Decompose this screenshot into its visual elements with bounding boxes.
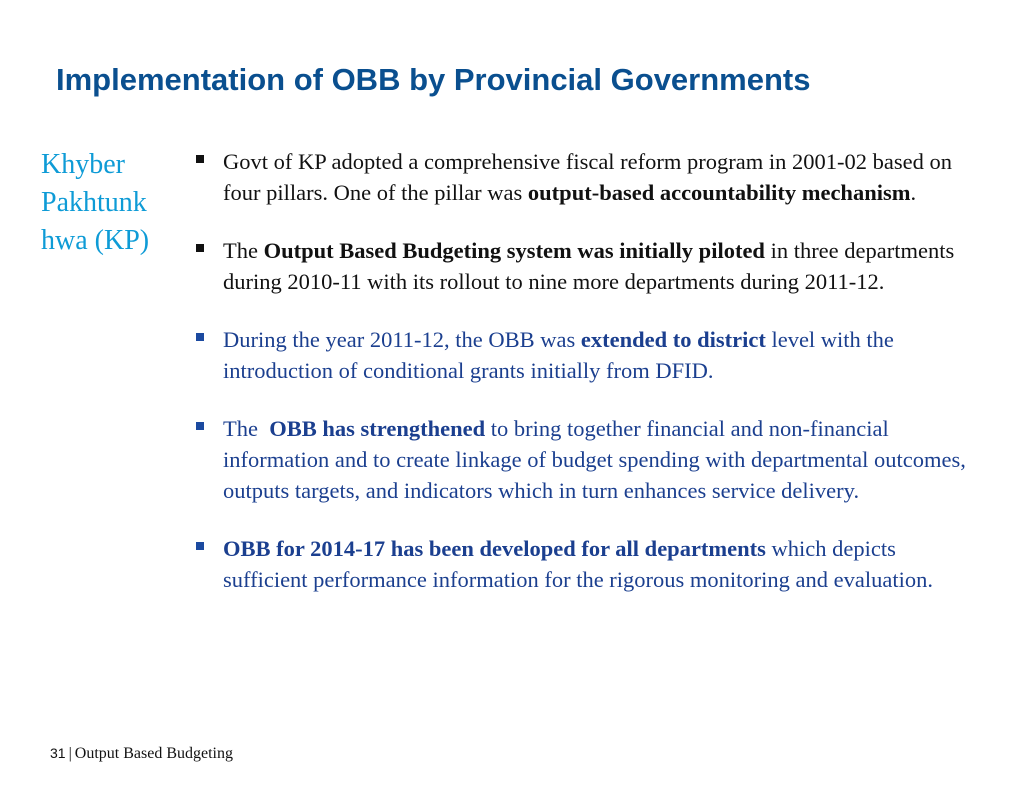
bullet-item — [196, 235, 986, 297]
region-label — [41, 146, 181, 260]
bullet-bold-text: extended to district — [580, 327, 766, 352]
square-bullet-icon — [196, 422, 204, 430]
bullet-text: The — [223, 416, 270, 441]
bullet-item — [196, 324, 986, 386]
region-label-line: hwa (KP) — [41, 225, 150, 256]
footer-text: Output Based Budgeting — [74, 745, 233, 762]
square-bullet-icon — [196, 155, 204, 163]
square-bullet-icon — [196, 333, 204, 341]
region-label-line: Khyber — [41, 149, 125, 180]
square-bullet-icon — [196, 244, 204, 252]
bullet-bold-text: output-based accountability mechanism — [527, 180, 911, 205]
slide-title: Implementation of OBB by Provincial Governments — [56, 62, 811, 97]
bullet-bold-text: Output Based Budgeting system was initially piloted — [263, 238, 765, 263]
bullet-item — [196, 533, 986, 595]
square-bullet-icon — [196, 542, 204, 550]
region-label-line: Pakhtunk — [41, 187, 147, 218]
page-number: 31 — [50, 745, 66, 761]
bullet-item — [196, 146, 986, 208]
bullet-bold-text: OBB for 2014-17 has been developed for all departments — [223, 536, 766, 561]
bullet-text: level with the introduction of conditional grants initially from DFID. — [223, 327, 894, 383]
bullet-text: . — [910, 180, 917, 205]
footer-separator: | — [68, 745, 72, 762]
bullet-text: The — [223, 238, 264, 263]
bullet-item — [196, 413, 986, 506]
bullet-bold-text: OBB has strengthened — [269, 416, 486, 441]
bullet-list — [196, 146, 986, 595]
slide-footer — [50, 745, 233, 763]
bullet-text: Govt of KP adopted a comprehensive fiscal reform program in 2001-02 based on four pillars. One of the pillar was — [223, 149, 952, 205]
bullet-text: in three departments during 2010-11 with its rollout to nine more departments during 2011-12. — [223, 238, 955, 294]
bullet-text: which depicts sufficient performance information for the rigorous monitoring and evaluation. — [223, 536, 934, 592]
bullet-text: to bring together financial and non-financial information and to create linkage of budget spending with departmental outcomes, outputs targets, and indicators which in turn enhances service delivery. — [223, 416, 966, 503]
bullet-text: During the year 2011-12, the OBB was — [223, 327, 581, 352]
